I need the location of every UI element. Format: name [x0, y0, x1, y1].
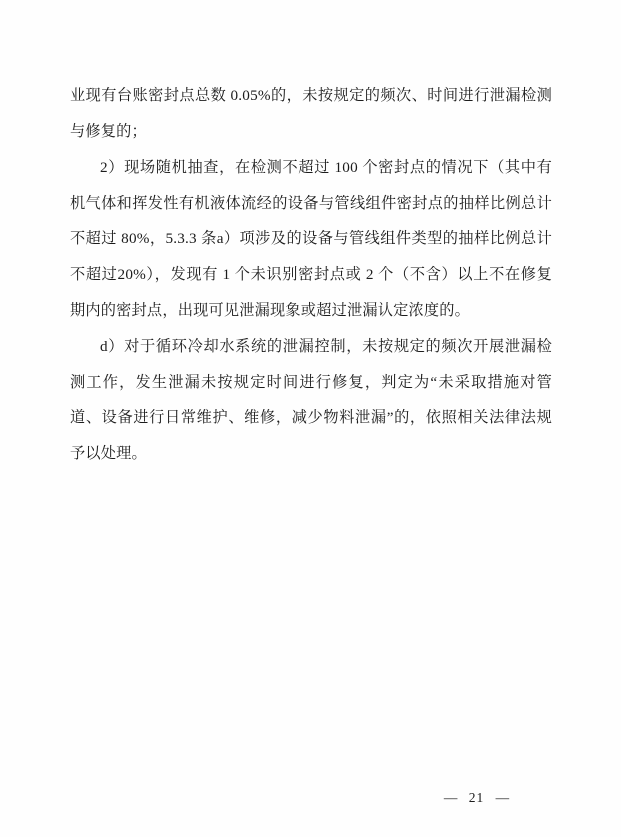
page-footer-inner — [444, 790, 509, 806]
footer-dash-left: — — [443, 790, 458, 805]
page-number: 21 — [468, 790, 485, 805]
page-footer — [0, 790, 621, 806]
document-body — [70, 78, 552, 473]
footer-dash-right: — — [495, 790, 510, 805]
paragraph-item-d: d）对于循环冷却水系统的泄漏控制，未按规定的频次开展泄漏检测工作，发生泄漏未按规定时间进行修复，判定为“未采取措施对管道、设备进行日常维护、维修，减少物料泄漏”的，依照相关法律法规予以处理。 — [70, 338, 552, 462]
paragraph-item-2: 2）现场随机抽查，在检测不超过 100 个密封点的情况下（其中有机气体和挥发性有机液体流经的设备与管线组件密封点的抽样比例总计不超过 80%，5.3.3 条a）项涉及的设备与管线组件类型的抽样比例总计不超过20%），发现有 1 个未识别密封点或 2 个（不含）以上不在修复期内的密封点，出现可见泄漏现象或超过泄漏认定浓度的。 — [70, 159, 552, 319]
paragraph-continued: 业现有台账密封点总数 0.05%的，未按规定的频次、时间进行泄漏检测与修复的； — [70, 87, 552, 140]
